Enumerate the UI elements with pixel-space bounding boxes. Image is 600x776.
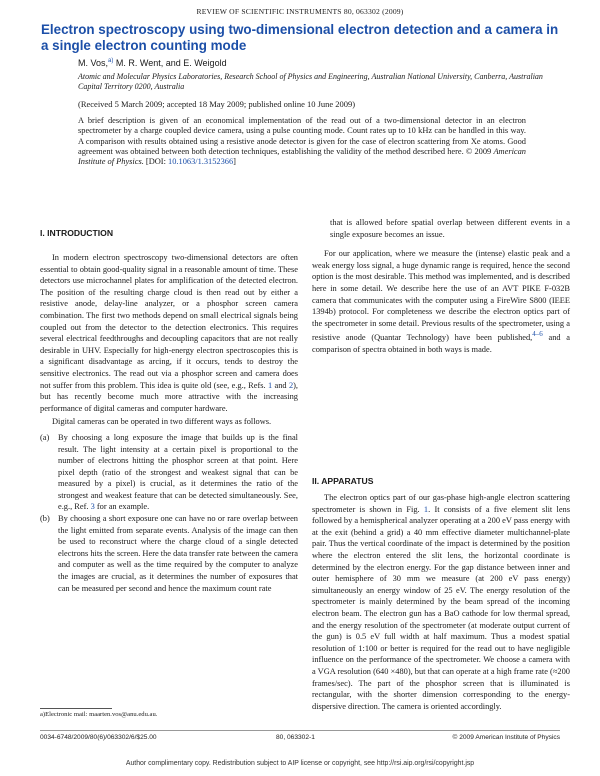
list-item-b-continued: that is allowed before spatial overlap between different events in a single exposure becomes an issue. <box>330 218 570 239</box>
right-column <box>312 217 570 355</box>
bottom-rule <box>40 730 560 731</box>
list-item-a-end: for an example. <box>96 502 150 512</box>
figure-link[interactable]: 1 <box>423 504 429 514</box>
apparatus-p1-text: The electron optics part of our gas-phase high-angle electron scattering spectrometer is shown in Fig. <box>312 493 570 514</box>
author-list <box>78 58 227 68</box>
author-rest: M. R. Went, and E. Weigold <box>113 58 227 68</box>
footnote: a)Electronic mail: maarten.vos@anu.edu.au. <box>40 711 158 718</box>
received-dates: (Received 5 March 2009; accepted 18 May 2009; published online 10 June 2009) <box>78 99 356 109</box>
footer-page-number: 80, 063302-1 <box>276 734 315 741</box>
running-head: REVIEW OF SCIENTIFIC INSTRUMENTS 80, 063302 (2009) <box>196 7 404 16</box>
intro-paragraph-3 <box>312 248 570 355</box>
intro-paragraph-2: Digital cameras can be operated in two different ways as follows. <box>52 417 272 427</box>
footer-copyright: © 2009 American Institute of Physics <box>452 734 560 741</box>
ref-link[interactable]: 2 <box>288 380 294 390</box>
apparatus-column <box>312 492 570 712</box>
list-item-b-text: By choosing a short exposure one can have no or rare overlap between the light emitted from separate events. Analysis of the image can then be used to reconstruct where the charge cloud of a single detected electrons hits the screen. Here the data transfer rate between the camera and computer as well as the time required by the computer to analyze the images are crucial, as it determines the number of exposures that can be measured per second and hence the maximum count rate <box>58 514 298 593</box>
list-label-a: (a) <box>40 432 50 442</box>
intro-p3-text: For our application, where we measure the (intense) elastic peak and a weak energy loss signal, a huge dynamic range is required, hence the second option is the most desirable. This method was implemented, and is described here in some detail. We describe here the use of an AVT PIKE F-032B camera that communicates with the computer using a FireWire S800 (IEEE 1394b) protocol. For completeness we describe the electron optics part of the spectrometer in some detail. Previous results of the spectrometer, using a resistive anode (Quantar Technology) have been published, <box>312 249 570 343</box>
paper-title: Electron spectroscopy using two-dimensional electron detection and a camera in a single electron counting mode <box>41 22 559 53</box>
author-first: M. Vos, <box>78 58 109 68</box>
left-column <box>40 252 298 594</box>
ref-link[interactable]: 1 <box>267 380 273 390</box>
apparatus-p1-end: . It consists of a five element slit lens followed by a hemispherical analyzer operating at a 200 eV pass energy with at the exit (behind a grid) a 40 mm effective diameter multichannel-plate pair. Thus the vertical coordinate of the impact is determined by the position where the electron entered the slit lens, the horizontal coordinate is determined by the electron energy. For the gap distance between inner and outer hemisphere of 30 mm we measure (at 200 eV pass energy) simultaneously an energy window of 25 eV. The energy resolution of the spectrometer is mainly determined by the beam spread of the incoming electron beam. The electron gun has a BaO cathode for low thermal spread, and the energy resolution of the spectrometer (at moderate output current of the gun) is 0.5 eV full width at half maximum. Thus a modest spatial resolution of 1:100 or better is required for the read out to have negligible influence on the performance of the spectrometer. We choose a camera with a VGA resolution (640 ×480), but that can operate at a high frame rate (≈200 frames/sec). The part of the phosphor screen that is illuminated is rectangular, with the shorter dimension corresponding to the energy-dispersive direction. The camera is oriented accordingly. <box>312 504 570 711</box>
ref-link[interactable]: 4–6 <box>532 330 543 339</box>
footer-issn: 0034-6748/2009/80(6)/063302/6/$25.00 <box>40 734 157 741</box>
intro-paragraph-1 <box>40 252 298 414</box>
doi-suffix: ] <box>233 157 236 167</box>
list-item-a-text: By choosing a long exposure the image that builds up is the final result. The light intensity at a certain pixel is proportional to the number of electrons hitting the phosphor screen at that point. Here pixel depth (ratio of the strongest and weakest signal that can be measured by a pixel) is crucial, as it determines the ratio of the strongest and weakest feature that can be detected simultaneously. See, e.g., Ref. <box>58 432 298 512</box>
apparatus-paragraph-1 <box>312 492 570 712</box>
author-footnote-marker[interactable]: a) <box>108 58 114 64</box>
section-heading-apparatus: II. APPARATUS <box>312 476 374 486</box>
list-label-b: (b) <box>40 514 50 524</box>
doi-prefix: [DOI: <box>145 157 166 167</box>
intro-p3-end: and a comparison of spectra obtained in both ways is made. <box>312 333 571 354</box>
aip-license-notice: Author complimentary copy. Redistribution subject to AIP license or copyright, see http://rsi.aip.org/rsi/copyright.jsp <box>125 760 475 767</box>
list-item-a <box>40 432 298 513</box>
intro-p1-text: In modern electron spectroscopy two-dimensional detectors are often essential to obtain good-quality signal in a reasonable amount of time. These detectors use microchannel plates for amplification of the detected electron. The position of the resulting charge cloud is then read out by either a resistive anode, delay-line analyzer, or a phosphor screen camera combination. The first two methods depend on small electrical signals being coupled out from the detector to the detection electronics. This requires several electrical feedthroughs and decoupling capacitors that are not really desirable in UHV. Especially for high-energy electron spectroscopies this is a significant disadvantage as arcing, if it occurs, tends to destroy the sensitive electronics. The read out via a phosphor screen and camera does not suffer from this problem. This idea is quite old (see, e.g., Refs. <box>40 253 298 390</box>
ref-link[interactable]: 3 <box>90 502 95 512</box>
doi-link[interactable]: 10.1063/1.3152366 <box>168 157 234 167</box>
intro-p1-end: ), but has recently become much more attractive with the increasing performance of digital cameras and computer hardware. <box>40 380 299 413</box>
list-item-b <box>40 513 298 594</box>
footnote-rule <box>40 708 112 709</box>
intro-p1-and: and <box>274 380 287 390</box>
affiliation: Atomic and Molecular Physics Laboratories, Research School of Physics and Engineering, Australian National University, Canberra, Australian Capital Territory 0200, Australia <box>78 72 543 91</box>
abstract <box>78 116 526 167</box>
section-heading-introduction: I. INTRODUCTION <box>40 228 114 238</box>
abstract-text: A brief description is given of an economical implementation of the read out of a two-dimensional detector in an electron spectrometer by a charge coupled device camera, using a pulse counting mode. Count rates up to 10 kHz can be handled in this way. A comparison with results obtained using a resistive anode detector is given for the case of electron scattering from Xe atoms. Good agreement was obtained between both detection techniques, establishing the validity of the method described here. © 2009 <box>78 116 526 156</box>
abstract-publisher: American Institute of Physics. <box>78 146 526 167</box>
